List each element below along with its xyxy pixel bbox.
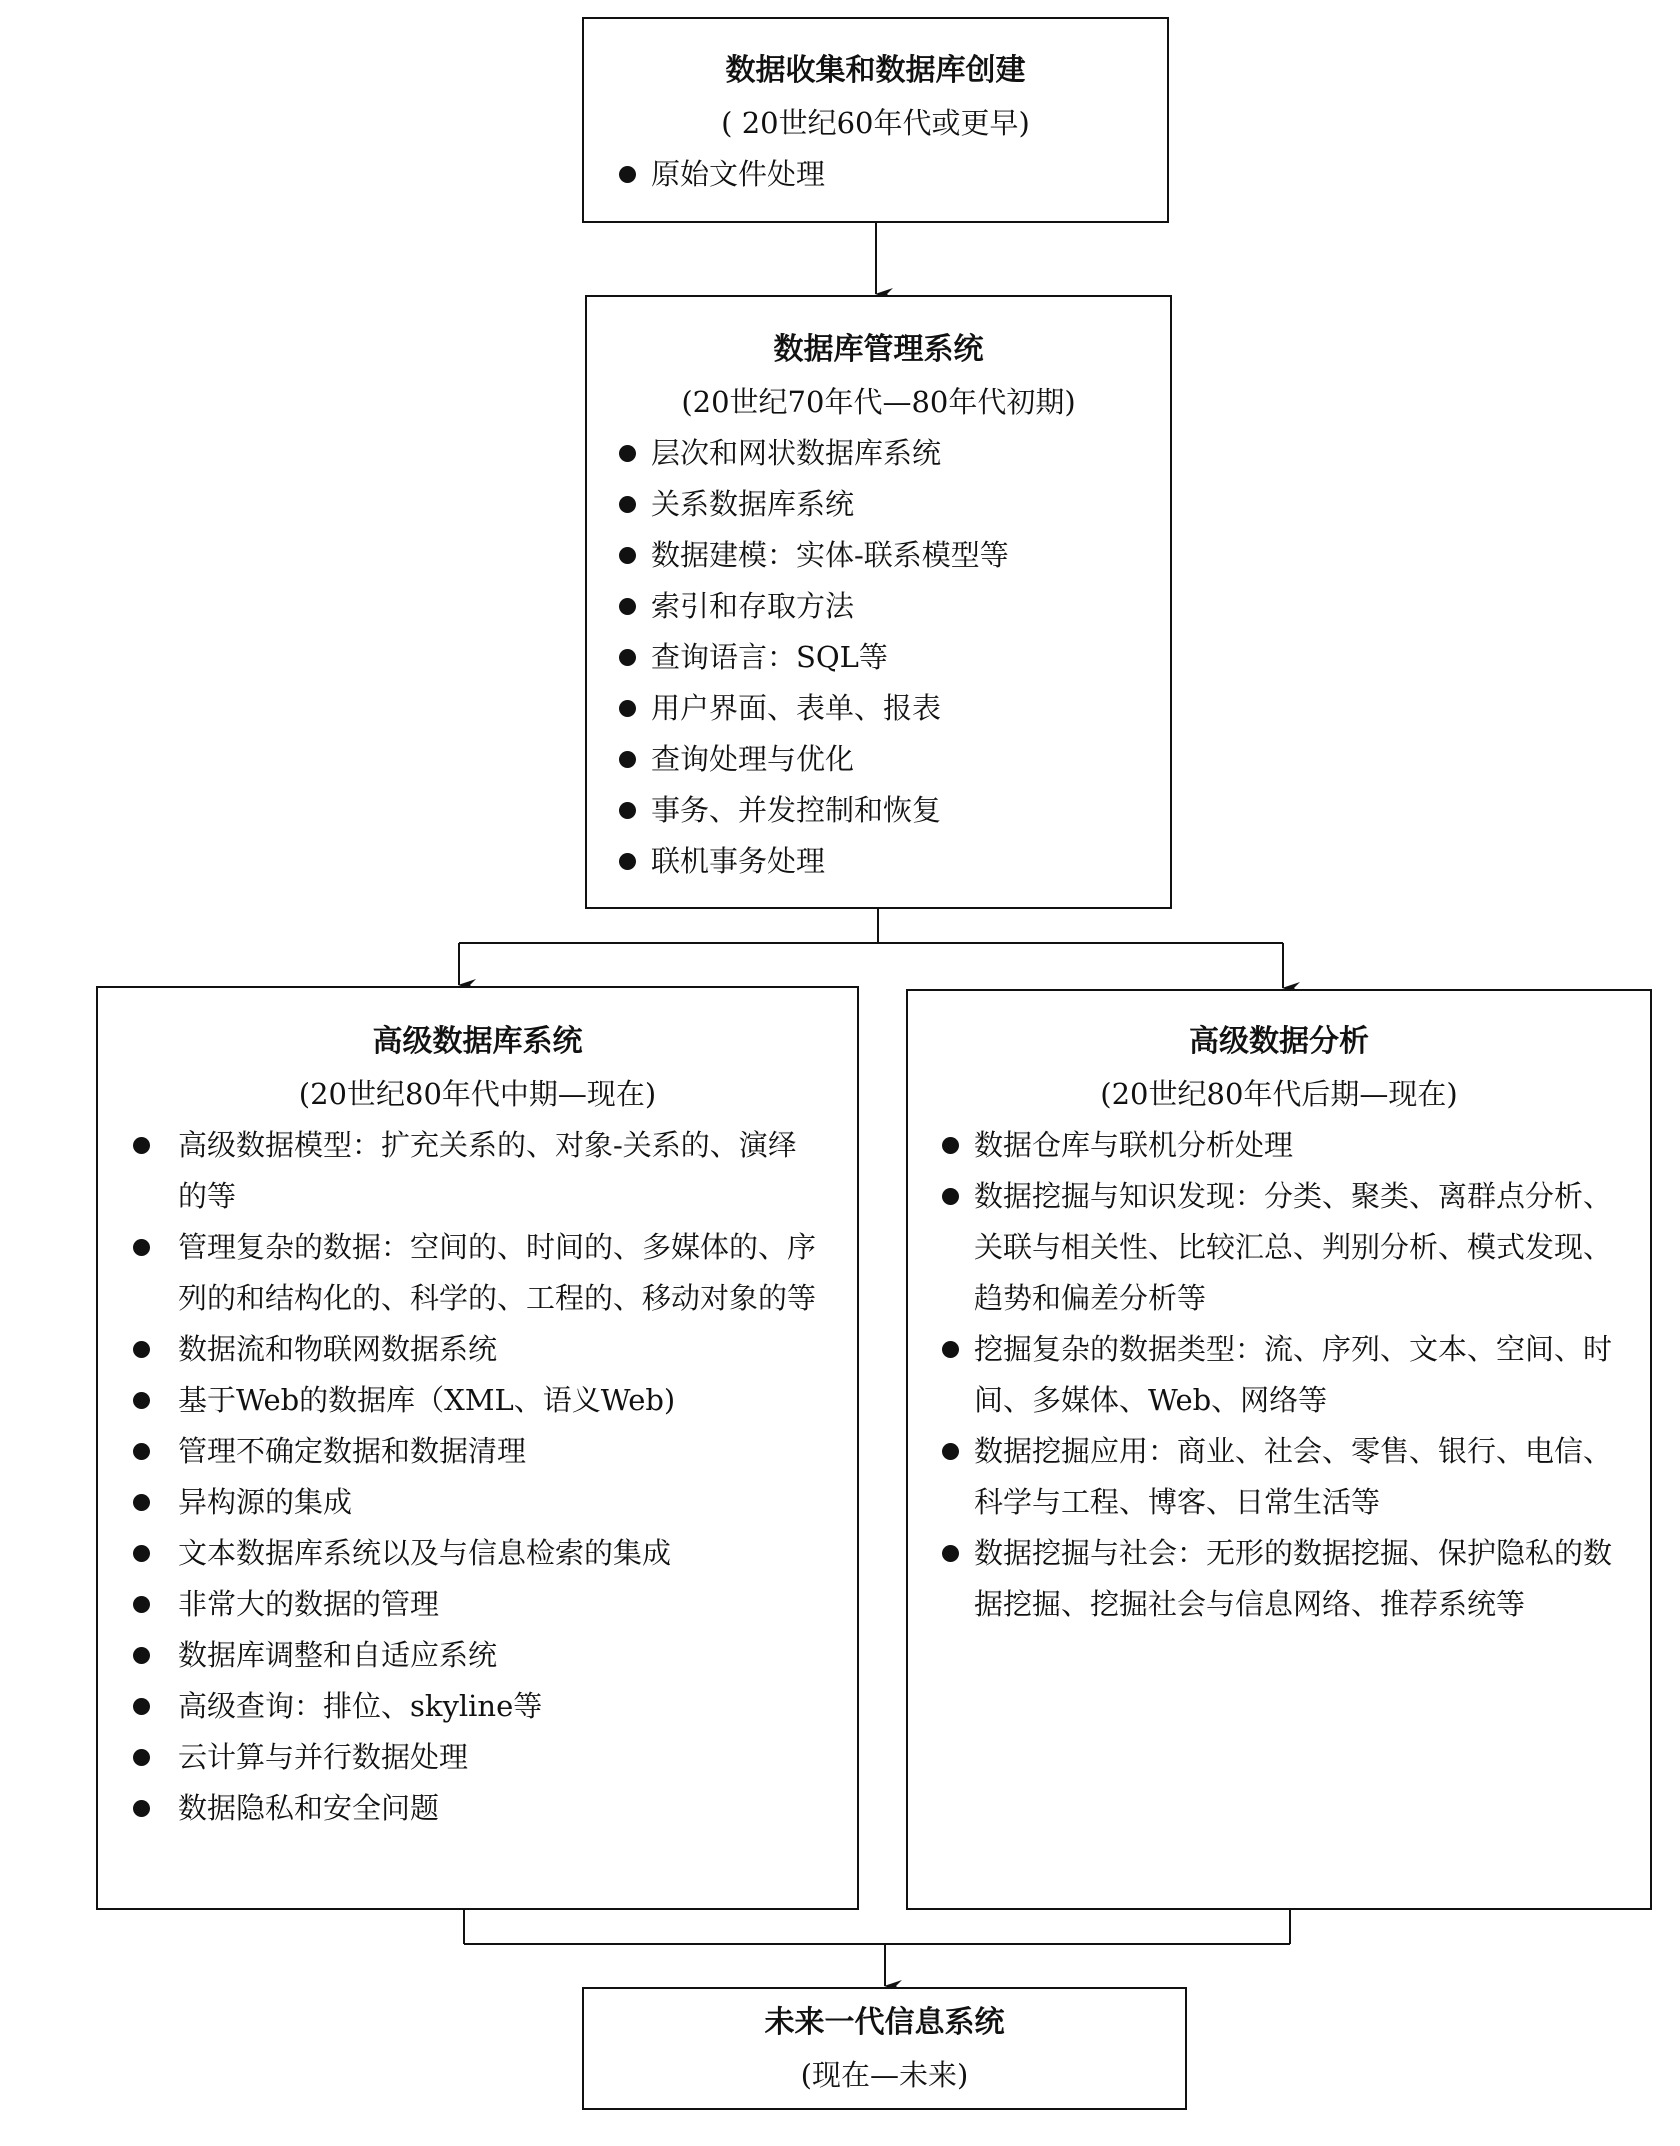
stage-advanced-analysis [906, 989, 1652, 1910]
list-item: 高级查询：排位、skyline等 [178, 1681, 817, 1732]
bullet-icon [133, 1647, 150, 1664]
stage-title: 未来一代信息系统 [764, 2005, 1005, 2040]
bullet-icon [133, 1545, 150, 1562]
bullet-icon [133, 1800, 150, 1817]
bullet-icon [133, 1749, 150, 1766]
stage-period: (现在—未来) [800, 2058, 969, 2092]
stage-period: (20世纪70年代—80年代初期) [681, 385, 1076, 419]
bullet-icon [619, 496, 636, 513]
stage-data-collection [582, 17, 1169, 223]
list-item: 查询处理与优化 [651, 734, 1170, 785]
list-item: 数据挖掘与社会：无形的数据挖掘、保护隐私的数据挖掘、挖掘社会与信息网络、推荐系统等 [974, 1528, 1630, 1630]
bullet-icon [619, 802, 636, 819]
list-item: 数据隐私和安全问题 [178, 1783, 817, 1834]
bullet-icon [619, 649, 636, 666]
list-item: 高级数据模型：扩充关系的、对象-关系的、演绎的等 [178, 1120, 817, 1222]
stage-dbms [585, 295, 1172, 909]
list-item: 查询语言：SQL等 [651, 632, 1170, 683]
bullet-icon [133, 1443, 150, 1460]
stage-future [582, 1987, 1187, 2110]
list-item: 文本数据库系统以及与信息检索的集成 [178, 1528, 817, 1579]
bullet-icon [133, 1239, 150, 1256]
bullet-icon [619, 751, 636, 768]
list-item: 数据建模：实体-联系模型等 [651, 530, 1170, 581]
list-item: 异构源的集成 [178, 1477, 817, 1528]
bullet-icon [942, 1545, 959, 1562]
bullet-icon [942, 1137, 959, 1154]
list-item: 索引和存取方法 [651, 581, 1170, 632]
list-item: 联机事务处理 [651, 836, 1170, 887]
list-item: 关系数据库系统 [651, 479, 1170, 530]
list-item: 基于Web的数据库（XML、语义Web) [178, 1375, 817, 1426]
bullet-icon [133, 1494, 150, 1511]
list-item: 数据流和物联网数据系统 [178, 1324, 817, 1375]
bullet-icon [942, 1188, 959, 1205]
list-item: 管理不确定数据和数据清理 [178, 1426, 817, 1477]
stage-advanced-db [96, 986, 859, 1910]
list-item: 层次和网状数据库系统 [651, 428, 1170, 479]
bullet-icon [619, 547, 636, 564]
list-item: 挖掘复杂的数据类型：流、序列、文本、空间、时间、多媒体、Web、网络等 [974, 1324, 1630, 1426]
bullet-icon [133, 1392, 150, 1409]
list-item: 云计算与并行数据处理 [178, 1732, 817, 1783]
list-item: 管理复杂的数据：空间的、时间的、多媒体的、序列的和结构化的、科学的、工程的、移动对象的等 [178, 1222, 817, 1324]
bullet-icon [133, 1137, 150, 1154]
bullet-icon [619, 853, 636, 870]
stage-period: ( 20世纪60年代或更早) [721, 106, 1030, 140]
stage-title: 高级数据库系统 [372, 1024, 583, 1059]
bullet-icon [619, 445, 636, 462]
list-item: 数据挖掘应用：商业、社会、零售、银行、电信、科学与工程、博客、日常生活等 [974, 1426, 1630, 1528]
bullet-icon [133, 1596, 150, 1613]
list-item: 原始文件处理 [651, 149, 1167, 200]
list-item: 数据库调整和自适应系统 [178, 1630, 817, 1681]
list-item: 数据挖掘与知识发现：分类、聚类、离群点分析、关联与相关性、比较汇总、判别分析、模式发现、趋势和偏差分析等 [974, 1171, 1630, 1324]
bullet-icon [619, 166, 636, 183]
bullet-icon [133, 1698, 150, 1715]
stage-title: 数据库管理系统 [773, 332, 984, 367]
bullet-icon [942, 1341, 959, 1358]
list-item: 用户界面、表单、报表 [651, 683, 1170, 734]
bullet-icon [619, 598, 636, 615]
stage-title: 高级数据分析 [1189, 1024, 1369, 1059]
list-item: 非常大的数据的管理 [178, 1579, 817, 1630]
list-item: 事务、并发控制和恢复 [651, 785, 1170, 836]
list-item: 数据仓库与联机分析处理 [974, 1120, 1630, 1171]
bullet-icon [942, 1443, 959, 1460]
stage-period: (20世纪80年代后期—现在) [1100, 1077, 1458, 1111]
stage-period: (20世纪80年代中期—现在) [298, 1077, 657, 1111]
stage-title: 数据收集和数据库创建 [725, 53, 1026, 88]
bullet-icon [619, 700, 636, 717]
bullet-icon [133, 1341, 150, 1358]
